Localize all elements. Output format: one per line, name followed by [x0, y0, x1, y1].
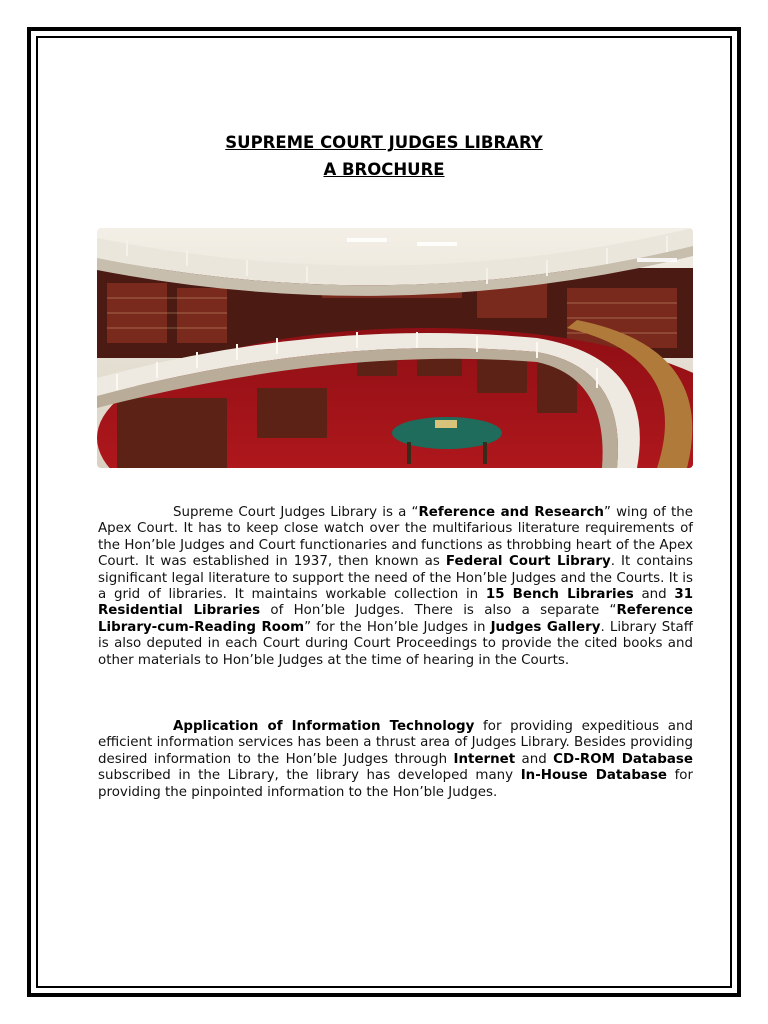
bold-cd-rom-database: CD-ROM Database	[553, 751, 693, 767]
bold-bench-libraries: 15 Bench Libraries	[485, 587, 634, 603]
bold-reference-and-research: Reference and Research	[418, 505, 604, 520]
bold-judges-gallery: Judges Gallery	[490, 619, 601, 635]
text-run: . Library Staff is also deputed in each Court during Court Proceedings to provide the cited books and other materials to Hon’ble Judges at the time of hearing in the Courts.	[98, 619, 693, 668]
text-run: Supreme Court Judges Library is a “	[173, 505, 419, 520]
text-run: . It contains significant legal literature to support the need of the Hon’ble Judges and the Courts. It is a grid of libraries. It maintains workable collection in	[98, 554, 694, 603]
bold-reading-room: Reference Library-cum-Reading Room	[98, 603, 693, 635]
intro-paragraph	[98, 505, 693, 669]
bold-information-technology: Application of Information Technology	[173, 719, 475, 734]
bold-internet: Internet	[453, 751, 516, 767]
bold-residential-libraries: 31 Residential Libraries	[98, 587, 694, 619]
text-run: ” for the Hon’ble Judges in	[304, 619, 491, 635]
brochure-subtitle: A BROCHURE	[323, 160, 445, 179]
text-run: for providing expeditious and efficient information services has been a thrust area of Judges Library. Besides providing desired information to the Hon’ble Judges through	[98, 719, 693, 767]
text-run: and	[633, 587, 675, 603]
brochure-title: SUPREME COURT JUDGES LIBRARY	[225, 133, 543, 152]
text-run: for providing the pinpointed information to the Hon’ble Judges.	[98, 768, 693, 800]
text-run: of Hon’ble Judges. There is also a separate “	[260, 603, 617, 619]
it-paragraph	[98, 719, 693, 801]
text-run: subscribed in the Library, the library has developed many	[98, 768, 521, 784]
bold-in-house-database: In-House Database	[520, 768, 667, 784]
library-interior-photo	[97, 228, 693, 468]
text-run: ” wing of the Apex Court. It has to keep close watch over the multifarious literature requirements of the Hon’ble Judges and Court functionaries and functions as throbbing heart of the Apex Court. It was established in 1937, then known as	[98, 505, 693, 570]
bold-federal-court-library: Federal Court Library	[445, 554, 611, 570]
text-run: and	[515, 751, 554, 767]
